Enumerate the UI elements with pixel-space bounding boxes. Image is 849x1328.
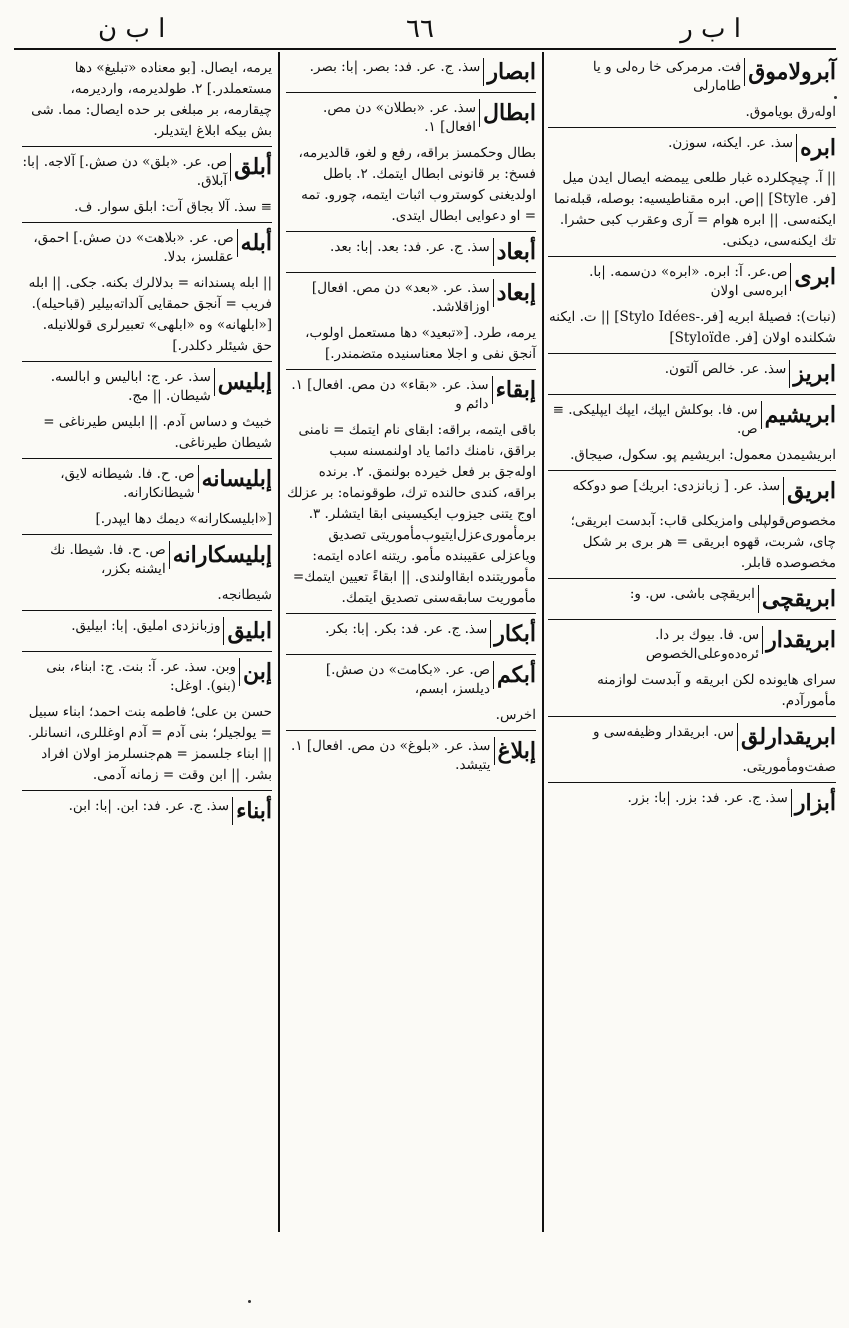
header-running-title-left: ا ب ن	[98, 14, 166, 44]
entry-gloss: وبن. سذ. عر. آ: بنت. ج: ابناء، بنی (بنو). اوغل:	[46, 659, 237, 694]
dictionary-entry	[286, 99, 536, 227]
entry-definition: یرمه، ایصال. [بو معناده «تبلیغ» دها مستعملدر.] ۲. طولدیرمه، واردیرمه، چیقارمه، بر مبلغی بر حده ایصال: مما. شی بش بیکه ابلاغ ایتدیلر.	[31, 60, 272, 139]
entry-headword: ابطال	[479, 99, 536, 127]
entry-separator	[22, 790, 272, 791]
entry-headword: إبقاء	[492, 376, 536, 404]
entry-separator	[548, 578, 836, 579]
column-divider	[542, 52, 544, 1232]
entry-headword: أبعاد	[493, 238, 536, 266]
column-divider	[278, 52, 280, 1232]
entry-gloss: سذ. عر. [ زبانزدی: ابریك] صو دوککه	[572, 478, 781, 494]
dictionary-entry	[286, 279, 536, 365]
entry-headword: ابریشیم	[761, 401, 836, 429]
page-speck	[248, 1300, 251, 1303]
entry-headword: ابریقدار	[762, 626, 836, 654]
entry-separator	[548, 619, 836, 620]
entry-gloss: ص. ح. فا. شیطا. نك ایشنه بکزر،	[50, 542, 166, 577]
entry-gloss: سذ. ج. عر. فد: بصر. |با: بصر.	[309, 59, 481, 75]
entry-gloss: سذ. عر. «بلوغ» دن مص. افعال] ۱. یتیشد.	[291, 738, 491, 773]
entry-separator	[286, 231, 536, 232]
entry-gloss: ص. عر. «بلاهت» دن صش.] احمق، عقلسز، بدلا.	[33, 230, 234, 265]
entry-definition: (نبات): فصیلۀ ابریه [فر.-Stylo Idées] || ت. ایکنه شکلنده اولان [فر. Styloïde]	[549, 309, 836, 346]
entry-separator	[548, 256, 836, 257]
dictionary-entry	[22, 229, 272, 357]
entry-headword: إبليس	[214, 368, 272, 396]
entry-headword: ابریقدارلق	[737, 723, 836, 751]
entry-definition: باقی ایتمه، براقه: ابقای نام ایتمك = نامنی براقق، نامنك دائما یاد اولنمسنه سبب اولەجق بر فعل خیرده بولنمق. ۲. برنده براقه، کندی حالنده ترك، طوقونماه: بر عزلك اوج یتنی جیزوب ایکیسینی ابقا ایتشلر. ۳. برمأموری‌عزل‌ایتیوب‌مأموریتی تصدیق ویاعزلی عقیبنده مأمو. ریتنه اعاده ایتمه: مأموریتنده ابقااولندی. || ابقاءً تعیین ایتمك= مأموریت سابقەسنی تصدیق ایتمك.	[286, 422, 536, 606]
entry-definition: یرمه، طرد. [«تبعید» دها مستعمل اولوب، آنجق نفی و اجلا معناسنیده متضمندر.]	[305, 325, 536, 362]
entry-separator	[548, 470, 836, 471]
entry-definition: [«ابلیسکارانه» دیمك دها ایپدر.]	[95, 511, 272, 527]
header-running-title-right: ا ب ر	[680, 14, 741, 44]
entry-separator	[22, 146, 272, 147]
dictionary-entry	[22, 153, 272, 218]
entry-separator	[22, 651, 272, 652]
entry-headword: ابره	[796, 134, 836, 162]
entry-definition: بطال وحکمسز براقه، رفع و لغو، قالدیرمه، فسخ: بر قانونی ابطال ایتمك. ۲. باطل اولدیغنی کوستروب اثبات ایتمه، چورو. تمه = او دعوایی ابطال ایتدی.	[298, 145, 536, 224]
dictionary-entry	[548, 477, 836, 574]
entry-gloss: سذ. عر. «بطلان» دن مص. افعال] ۱.	[323, 100, 477, 135]
dictionary-entry	[286, 661, 536, 726]
entry-definition: صفت‌ومأموریتی.	[742, 759, 836, 775]
dictionary-entry	[548, 401, 836, 466]
entry-headword: ابليق	[223, 617, 272, 645]
entry-gloss: سذ. ج. عر. فد: بزر. |با: بزر.	[627, 790, 788, 806]
entry-separator	[286, 92, 536, 93]
entry-headword: أبله	[237, 229, 272, 257]
entry-gloss: سذ. عر. ایکنه، سوزن.	[668, 135, 794, 151]
dictionary-entry	[286, 737, 536, 775]
dictionary-entry	[22, 368, 272, 454]
dictionary-entry	[22, 465, 272, 530]
entry-definition: خبیث و دساس آدم. || ابلیس طیرناغی = شیطان طیرناغی.	[43, 414, 272, 451]
entry-definition: ابریشیمدن معمول: ابریشیم پو. سکول، صیجاق.	[570, 447, 836, 463]
entry-separator	[22, 222, 272, 223]
entry-headword: أبكم	[493, 661, 536, 689]
dictionary-entry	[286, 620, 536, 648]
entry-separator	[22, 458, 272, 459]
dictionary-entry	[548, 58, 836, 123]
entry-definition: مخصوص‌قولپلی وامزیکلی قاب: آبدست ابریقی؛ چای، شربت، قهوه ابریقی = هر بری بر شکل مخصوصده قابلر.	[570, 513, 836, 571]
dictionary-entry	[548, 789, 836, 817]
entry-separator	[548, 127, 836, 128]
entry-headword: آبرولاموق	[744, 58, 836, 86]
entry-headword: ابریقچی	[758, 585, 836, 613]
entry-headword: ابصار	[483, 58, 536, 86]
entry-separator	[286, 613, 536, 614]
dictionary-entry	[548, 263, 836, 349]
dictionary-entry	[286, 376, 536, 609]
entry-definition: حسن بن علی؛ فاطمه بنت احمد؛ ابناء سبیل = یولجیلر؛ بنی آدم = آدم اوغللری، انسانلر. || ابناء جلسمز = هم‌جنسلرمز اولان افراد بشر. || ابن وقت = زمانه آدمی.	[27, 704, 272, 783]
entry-headword: إبليسانه	[198, 465, 272, 493]
entry-separator	[22, 610, 272, 611]
entry-separator	[548, 394, 836, 395]
entry-gloss: ص. ح. فا. شیطانه لایق، شیطانکارانه.	[60, 466, 195, 501]
entry-headword: ابری	[790, 263, 836, 291]
dictionary-entry-continuation	[22, 58, 272, 142]
entry-gloss: س. فا. بیوك بر دا. ئرەده‌وعلی‌الخصوص	[645, 627, 760, 662]
entry-gloss: سذ. عر. «بقاء» دن مص. افعال] ۱. دائم و	[291, 377, 489, 412]
entry-gloss: ص.عر. آ: ابره. «ابره» دن‌سمە. |با. ابرەسی اولان	[589, 264, 788, 299]
entry-headword: أبكار	[490, 620, 536, 648]
entry-separator	[548, 782, 836, 783]
dictionary-entry	[548, 585, 836, 613]
entry-gloss: ص. عر. «بکامت» دن صش.] دیلسز، ابسم،	[325, 662, 490, 697]
entry-separator	[548, 353, 836, 354]
dictionary-entry	[548, 134, 836, 252]
page-number: ٦٦	[406, 14, 434, 44]
entry-headword: أبزار	[791, 789, 836, 817]
entry-gloss: ص. عر. «بلق» دن صش.] آلاجه. |با: آبلاق.	[22, 154, 228, 189]
dictionary-entry	[22, 797, 272, 825]
entry-gloss: سذ. عر. خالص آلتون.	[664, 361, 787, 377]
dictionary-entry	[286, 238, 536, 266]
entry-separator	[286, 272, 536, 273]
entry-gloss: ابریقچی باشی. س. و:	[629, 586, 755, 602]
entry-definition: شیطانجه.	[217, 587, 272, 603]
entry-gloss: فت. مرمرکی خا رەلی و یا طامارلی	[592, 59, 742, 94]
entry-gloss: سذ. ج. عر. فد: ابن. |با: ابن.	[68, 798, 230, 814]
dictionary-entry	[286, 58, 536, 86]
entry-separator	[286, 654, 536, 655]
entry-definition: اولەرق بویاموق.	[745, 104, 836, 120]
dictionary-entry	[548, 626, 836, 712]
entry-definition: || ابله پسندانه = بدلالرك بکنه. جکی. || ابله فریب = آنجق حمقایی آلداتەبیلیر (قباحیله). [«ابلهانه» وه «ابلهی» تعبیرلری قوللانیله. حق شیئلر دکلدر.]	[28, 275, 272, 354]
entry-separator	[22, 534, 272, 535]
dictionary-entry	[548, 723, 836, 778]
entry-separator	[22, 361, 272, 362]
entry-definition: سرای هایونده لکن ابریقه و آبدست لوازمنه مأمورآدم.	[597, 672, 836, 709]
dictionary-entry	[548, 360, 836, 388]
entry-gloss: س. ابریقدار وظیفەسی و	[592, 724, 735, 740]
column-left	[22, 58, 272, 831]
entry-definition: || آ. چیچکلرده غبار طلعی ییمضه ایصال ایدن میل [فر. Style] ||ص. ابره مقناطیسیه: بوصله، قبلەنما ایکنەسی. || ابره هوام = آری وعقرب کبی حشرا. تك ایکنەسی، دیکنی.	[554, 170, 836, 249]
entry-gloss: سذ. عر. «بعد» دن مص. افعال] اوزاقلاشد.	[311, 280, 490, 315]
entry-separator	[286, 369, 536, 370]
dictionary-entry	[22, 541, 272, 606]
entry-headword: إبلاغ	[494, 737, 537, 765]
entry-gloss: سذ. عر. ج: ابالیس و ابالسه. شیطان. || مج.	[50, 369, 211, 404]
column-right	[548, 58, 836, 823]
entry-headword: ابریز	[789, 360, 836, 388]
entry-separator	[548, 716, 836, 717]
header-rule	[14, 48, 836, 50]
entry-gloss: وزبانزدی املیق. |با: ابیلیق.	[71, 618, 221, 634]
dictionary-entry	[22, 617, 272, 645]
entry-definition: اخرس.	[495, 707, 536, 723]
entry-headword: إبن	[239, 658, 272, 686]
entry-gloss: س. فا. بوکلش ایپك، ایپك ایپلیکی. ≡ ص.	[552, 402, 758, 437]
entry-headword: أبلق	[230, 153, 272, 181]
column-middle	[286, 58, 536, 781]
entry-headword: ابریق	[783, 477, 836, 505]
entry-definition: ≡ سذ. آلا بجاق آت: ابلق سوار. ف.	[74, 199, 272, 215]
entry-headword: إبليسكارانه	[169, 541, 272, 569]
entry-separator	[286, 730, 536, 731]
entry-headword: إبعاد	[493, 279, 536, 307]
entry-gloss: سذ. ج. عر. فد: بعد. |با: بعد.	[330, 239, 490, 255]
entry-gloss: سذ. ج. عر. فد: بکر. |با: بکر.	[325, 621, 488, 637]
dictionary-entry	[22, 658, 272, 786]
entry-headword: أبناء	[232, 797, 272, 825]
